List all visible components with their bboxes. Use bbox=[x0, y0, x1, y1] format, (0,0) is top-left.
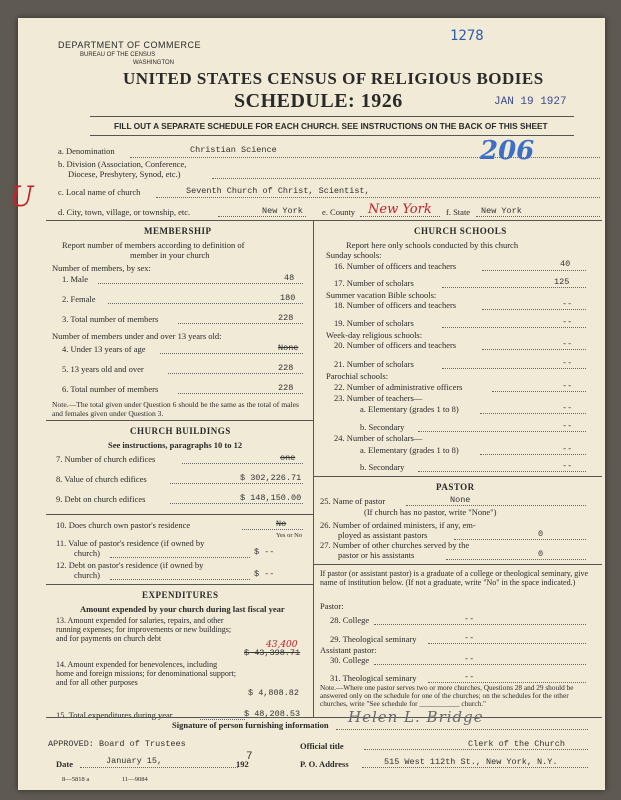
bureau-label: BUREAU OF THE CENSUS bbox=[80, 52, 156, 58]
q23b-value[interactable]: -- bbox=[562, 421, 573, 431]
membership-heading: MEMBERSHIP bbox=[144, 226, 212, 236]
q23a-value[interactable]: -- bbox=[562, 403, 573, 413]
q14-label: 14. Amount expended for benevolences, including home and foreign missions; for denominational support; and for all other purposes bbox=[56, 660, 236, 687]
official-title-value[interactable]: Clerk of the Church bbox=[468, 739, 565, 749]
q24b-label: b. Secondary bbox=[360, 462, 405, 472]
q1-label: 1. Male bbox=[62, 274, 88, 284]
q24a-value[interactable]: -- bbox=[562, 444, 573, 454]
q3-value[interactable]: 228 bbox=[278, 313, 294, 323]
q25-value[interactable]: None bbox=[450, 495, 471, 505]
q15-value[interactable]: $ 48,208.53 bbox=[244, 709, 301, 719]
assistant-pastor-sublabel: Assistant pastor: bbox=[320, 645, 377, 655]
q30-label: 30. College bbox=[330, 655, 370, 665]
year-prefix: 192 bbox=[236, 759, 249, 769]
q8-label: 8. Value of church edifices bbox=[56, 474, 147, 484]
local-name-label: c. Local name of church bbox=[58, 187, 141, 197]
q23-label: 23. Number of teachers— bbox=[334, 393, 423, 403]
q12-value[interactable]: $ -- bbox=[254, 569, 275, 579]
q22-label: 22. Number of administrative officers bbox=[334, 382, 463, 392]
q13-correction: 43,400 bbox=[266, 640, 298, 650]
q18-label: 18. Number of officers and teachers bbox=[334, 300, 457, 310]
county-label: e. County bbox=[322, 207, 356, 217]
state-label: f. State bbox=[446, 207, 471, 217]
q27-label: 27. Number of other churches served by the bbox=[320, 540, 470, 550]
q1-value[interactable]: 48 bbox=[284, 273, 295, 283]
q18-value[interactable]: -- bbox=[562, 299, 573, 309]
q7-value[interactable]: one bbox=[280, 453, 296, 463]
expenditures-heading: EXPENDITURES bbox=[142, 590, 219, 600]
q31-label: 31. Theological seminary bbox=[330, 673, 417, 683]
approved-by: APPROVED: Board of Trustees bbox=[48, 739, 186, 749]
q10-label: 10. Does church own pastor's residence bbox=[56, 520, 191, 530]
buildings-subheading: See instructions, paragraphs 10 to 12 bbox=[108, 440, 243, 450]
county-value[interactable]: New York bbox=[368, 202, 432, 217]
q25-label: 25. Name of pastor bbox=[320, 496, 386, 506]
pastor-sublabel: Pastor: bbox=[320, 601, 344, 611]
schools-subheading: Report here only schools conducted by this church bbox=[346, 240, 519, 250]
q23b-label: b. Secondary bbox=[360, 422, 405, 432]
church-buildings-heading: CHURCH BUILDINGS bbox=[130, 426, 231, 436]
q26-value[interactable]: 0 bbox=[538, 529, 544, 539]
q24a-label: a. Elementary (grades 1 to 8) bbox=[360, 445, 459, 455]
form-title: UNITED STATES CENSUS OF RELIGIOUS BODIES bbox=[123, 69, 544, 88]
print-number: 11—9084 bbox=[122, 776, 148, 783]
division-label-2: Diocese, Presbytery, Synod, etc.) bbox=[68, 169, 181, 179]
q2-value[interactable]: 180 bbox=[280, 293, 296, 303]
q17-label: 17. Number of scholars bbox=[334, 278, 414, 288]
census-schedule-page bbox=[10, 18, 605, 790]
age-header: Number of members under and over 13 years old: bbox=[52, 331, 222, 341]
by-sex-label: Number of members, by sex: bbox=[52, 263, 151, 273]
church-schools-heading: CHURCH SCHOOLS bbox=[414, 226, 507, 236]
q20-value[interactable]: -- bbox=[562, 339, 573, 349]
handwritten-number: 206 bbox=[480, 136, 535, 166]
pastor-heading: PASTOR bbox=[436, 482, 475, 492]
q5-value[interactable]: 228 bbox=[278, 363, 294, 373]
denomination-label: a. Denomination bbox=[58, 146, 115, 156]
q22-value[interactable]: -- bbox=[562, 381, 573, 391]
date-label: Date bbox=[56, 759, 73, 769]
division-label: b. Division (Association, Conference, bbox=[58, 159, 187, 169]
q5-label: 5. 13 years old and over bbox=[62, 364, 144, 374]
q11-label-2: church) bbox=[74, 548, 100, 558]
q26-label: 26. Number of ordained ministers, if any, em- bbox=[320, 520, 476, 530]
q19-value[interactable]: -- bbox=[562, 317, 573, 327]
q27-label-2: pastor or his assistants bbox=[338, 550, 415, 560]
q26-label-2: ployed as assistant pastors bbox=[338, 530, 428, 540]
document-number: 1278 bbox=[450, 28, 484, 44]
schedule-title: SCHEDULE: 1926 bbox=[234, 90, 403, 112]
q3-label: 3. Total number of members bbox=[62, 314, 159, 324]
city-value[interactable]: New York bbox=[262, 206, 303, 216]
q16-label: 16. Number of officers and teachers bbox=[334, 261, 457, 271]
q17-value[interactable]: 125 bbox=[554, 277, 570, 287]
received-date-stamp: JAN 19 1927 bbox=[494, 96, 567, 108]
address-label: P. O. Address bbox=[300, 759, 349, 769]
q16-value[interactable]: 40 bbox=[560, 259, 571, 269]
q4-value[interactable]: None bbox=[278, 343, 299, 353]
membership-subheading: Report number of members according to definition of bbox=[62, 240, 245, 250]
q13-label: 13. Amount expended for salaries, repairs, and other running expenses; for improvements or new buildings; and for payments on church debt bbox=[56, 616, 232, 643]
q9-label: 9. Debt on church edifices bbox=[56, 494, 146, 504]
city-town-label: d. City, town, village, or township, etc. bbox=[58, 207, 191, 217]
weekday-schools-label: Week-day religious schools: bbox=[326, 330, 423, 340]
q14-value[interactable]: $ 4,808.82 bbox=[248, 688, 300, 698]
q30-value[interactable]: -- bbox=[464, 654, 475, 664]
q21-label: 21. Number of scholars bbox=[334, 359, 414, 369]
q12-label: 12. Debt on pastor's residence (if owned by bbox=[56, 560, 204, 570]
form-number: 8—5818 a bbox=[62, 776, 90, 783]
address-value[interactable]: 515 West 112th St., New York, N.Y. bbox=[384, 757, 558, 767]
official-title-label: Official title bbox=[300, 741, 344, 751]
local-name-value[interactable]: Seventh Church of Christ, Scientist, bbox=[186, 186, 370, 196]
q6-value[interactable]: 228 bbox=[278, 383, 294, 393]
q31-value[interactable]: -- bbox=[464, 672, 475, 682]
graduate-note: If pastor (or assistant pastor) is a graduate of a college or theological seminary, give name of institution below. (If not a graduate, write "No" in the space indicated.) bbox=[320, 569, 589, 587]
denomination-value[interactable]: Christian Science bbox=[190, 145, 277, 155]
q21-value[interactable]: -- bbox=[562, 358, 573, 368]
sunday-schools-label: Sunday schools: bbox=[326, 250, 382, 260]
q29-value[interactable]: -- bbox=[464, 633, 475, 643]
q25-hint: (If church has no pastor, write "None") bbox=[364, 507, 497, 517]
summer-schools-label: Summer vacation Bible schools: bbox=[326, 290, 437, 300]
q24b-value[interactable]: -- bbox=[562, 461, 573, 471]
q12-label-2: church) bbox=[74, 570, 100, 580]
membership-subheading-2: member in your church bbox=[130, 250, 210, 260]
q7-label: 7. Number of church edifices bbox=[56, 454, 156, 464]
instructions-banner: FILL OUT A SEPARATE SCHEDULE FOR EACH CHURCH. SEE INSTRUCTIONS ON THE BACK OF THIS SHEET bbox=[114, 121, 548, 131]
q15-label: 15. Total expenditures during year bbox=[56, 710, 173, 720]
parochial-schools-label: Parochial schools: bbox=[326, 371, 389, 381]
q19-label: 19. Number of scholars bbox=[334, 318, 414, 328]
department-label: DEPARTMENT OF COMMERCE bbox=[58, 40, 202, 50]
signature-label: Signature of person furnishing information bbox=[172, 720, 329, 730]
q10-value[interactable]: No bbox=[276, 519, 287, 529]
q2-label: 2. Female bbox=[62, 294, 96, 304]
q24-label: 24. Number of scholars— bbox=[334, 433, 423, 443]
q11-label: 11. Value of pastor's residence (if owned by bbox=[56, 538, 205, 548]
q29-label: 29. Theological seminary bbox=[330, 634, 417, 644]
city-label: WASHINGTON bbox=[133, 60, 175, 66]
q9-value[interactable]: $ 148,150.00 bbox=[240, 493, 302, 503]
red-margin-mark: U bbox=[10, 180, 34, 213]
q23a-label: a. Elementary (grades 1 to 8) bbox=[360, 404, 459, 414]
q11-value[interactable]: $ -- bbox=[254, 547, 275, 557]
q28-label: 28. College bbox=[330, 615, 370, 625]
expenditures-subheading: Amount expended by your church during last fiscal year bbox=[80, 604, 285, 614]
state-value[interactable]: New York bbox=[481, 206, 522, 216]
q27-value[interactable]: 0 bbox=[538, 549, 544, 559]
q13-value[interactable]: $ 43,398.71 bbox=[244, 648, 301, 658]
signature[interactable]: Helen L. Bridge bbox=[348, 708, 484, 726]
membership-note: Note.—The total given under Question 6 should be the same as the total of males and females given under Question 3. bbox=[52, 400, 299, 418]
q8-value[interactable]: $ 302,226.71 bbox=[240, 473, 302, 483]
q20-label: 20. Number of officers and teachers bbox=[334, 340, 457, 350]
year-digit[interactable]: 7 bbox=[246, 751, 253, 763]
q4-label: 4. Under 13 years of age bbox=[62, 344, 146, 354]
date-value[interactable]: January 15, bbox=[106, 756, 163, 766]
pastor-note: Note.—Where one pastor serves two or more churches, Questions 28 and 29 should be answered only on the schedule for one of the churches; on the schedules for the other churches, write "See schedule for ___________ church." bbox=[320, 683, 574, 708]
yes-no-hint: Yes or No bbox=[276, 532, 303, 539]
q28-value[interactable]: -- bbox=[464, 614, 475, 624]
q6-label: 6. Total number of members bbox=[62, 384, 159, 394]
